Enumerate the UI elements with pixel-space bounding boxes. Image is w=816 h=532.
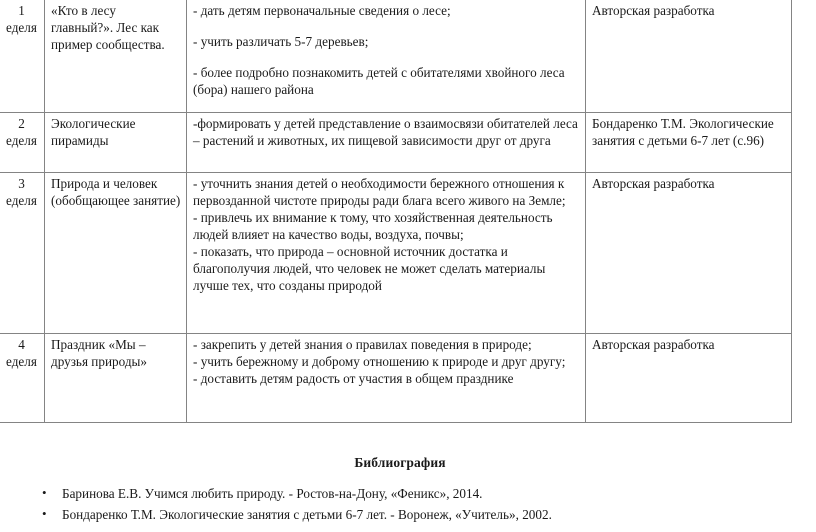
week-number: 4 [18,337,25,352]
goal-line: - уточнить знания детей о необходимости бережного отношения к первозданной чистоте природы ради блага всего живого на Земле; [193,176,566,209]
goal-line: -формировать у детей представление о взаимосвязи обитателей леса – растений и животных, их пищевой зависимости друг от друга [193,116,578,149]
week-number: 1 [18,3,25,18]
cell-week [0,113,45,173]
bullet-icon: • [42,485,47,500]
cell-source [586,0,792,113]
week-word: еделя [6,193,37,209]
table-row [0,0,792,113]
cell-week [0,334,45,423]
goal-line: - закрепить у детей знания о правилах поведения в природе; [193,337,532,352]
table-row [0,334,792,423]
source-line: Авторская разработка [592,3,715,18]
goal-line: - учить бережному и доброму отношению к природе и друг другу; [193,354,566,370]
bibliography-list [0,484,800,526]
goal-line: - учить различать 5-7 деревьев; [193,34,369,50]
bibliography-entry: Бондаренко Т.М. Экологические занятия с детьми 6-7 лет. - Воронеж, «Учитель», 2002. [62,506,552,522]
bullet-icon: • [42,505,47,521]
cell-goals [187,113,586,173]
goal-line: - показать, что природа – основной источник достатка и благополучия людей, что человек не может сделать материалы лучше тех, что созданы природой [193,244,546,294]
cell-week [0,0,45,113]
cell-source [586,334,792,423]
table-row [0,113,792,173]
list-item [0,484,800,505]
goal-line: - дать детям первоначальные сведения о лесе; [193,3,451,18]
week-number: 3 [18,176,25,191]
bibliography-entry: Баринова Е.В. Учимся любить природу. - Ростов-на-Дону, «Феникс», 2014. [62,486,483,501]
cell-source [586,113,792,173]
week-word: еделя [6,20,37,36]
cell-goals [187,334,586,423]
cell-week [0,173,45,334]
source-line: Бондаренко Т.М. Экологические занятия с детьми 6-7 лет (с.96) [592,116,774,149]
goal-line: - доставить детям радость от участия в общем празднике [193,371,514,387]
source-line: Авторская разработка [592,337,715,352]
cell-goals [187,173,586,334]
cell-source [586,173,792,334]
list-item [0,505,800,526]
week-number: 2 [18,116,25,131]
week-word: еделя [6,133,37,149]
week-word: еделя [6,354,37,370]
cell-theme: Экологические пирамиды [45,113,187,173]
source-line: Авторская разработка [592,176,715,191]
goal-line: - привлечь их внимание к тому, что хозяйственная деятельность людей влияет на качество воды, воздуха, почвы; [193,210,553,243]
cell-theme: «Кто в лесу главный?». Лес как пример сообщества. [45,0,187,113]
table-row [0,173,792,334]
cell-theme: Праздник «Мы – друзья природы» [45,334,187,423]
cell-goals [187,0,586,113]
goal-line: - более подробно познакомить детей с обитателями хвойного леса (бора) нашего района [193,65,565,98]
cell-theme: Природа и человек (обобщающее занятие) [45,173,187,334]
bibliography-heading: Библиография [354,455,446,470]
